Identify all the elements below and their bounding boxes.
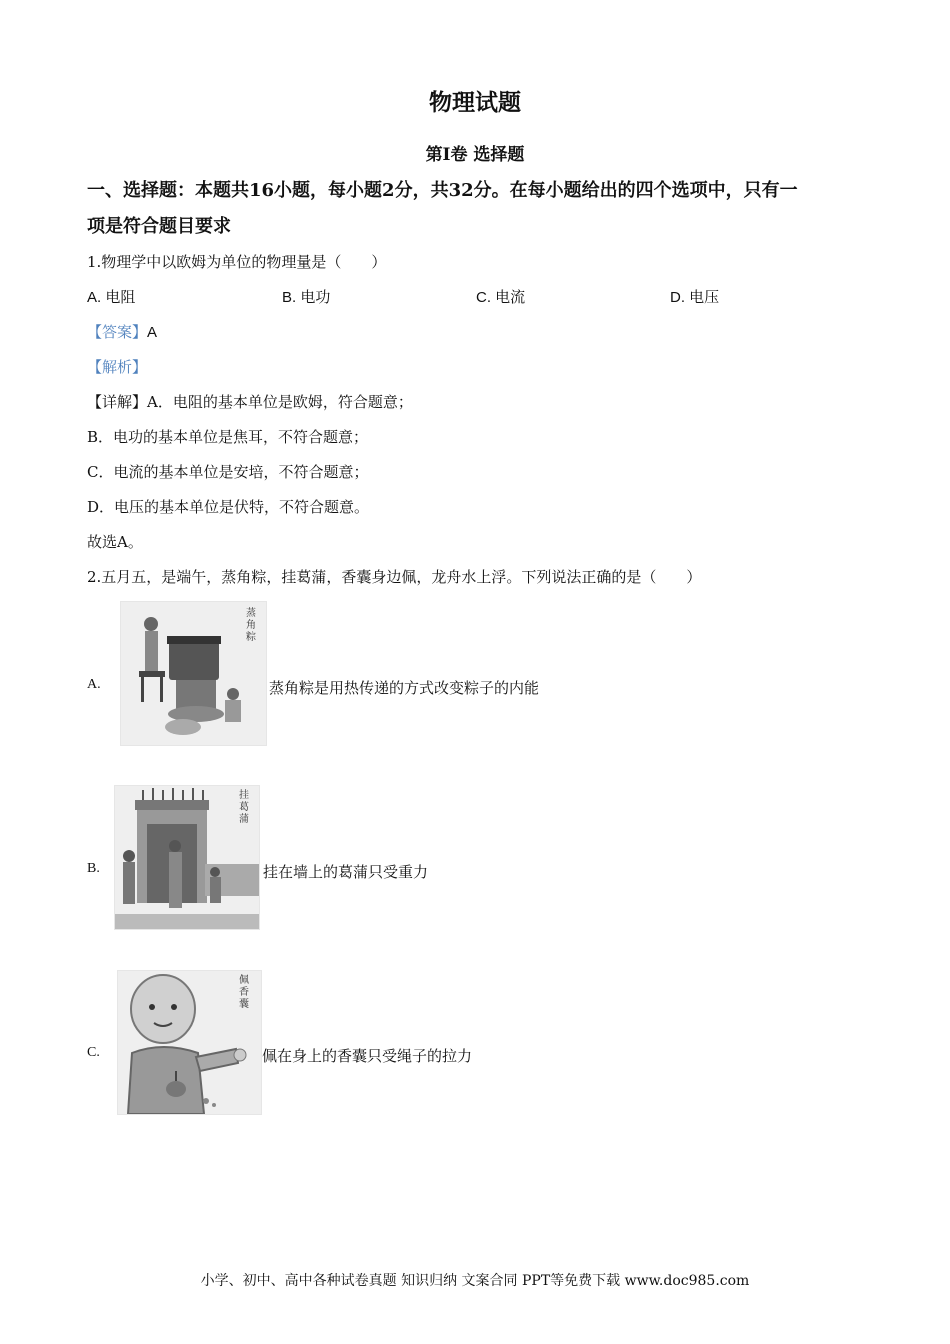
q1-explanation-line: B．电功的基本单位是焦耳，不符合题意； — [87, 428, 369, 446]
q1-option-a — [87, 286, 135, 307]
q2-stem: 2.五月五，是端午，蒸角粽，挂葛蒲，香囊身边佩，龙舟水上浮。下列说法正确的是（ ） — [87, 568, 702, 586]
answer-tag: 【答案】 — [87, 323, 148, 341]
q1-answer — [87, 321, 157, 342]
steaming-zongzi-illustration — [120, 601, 267, 746]
option-label: D. — [670, 289, 690, 306]
q1-option-b — [282, 286, 330, 307]
image-caption: 蒸角粽 — [246, 608, 256, 643]
q1-explanation-line: D．电压的基本单位是伏特，不符合题意。 — [87, 498, 370, 516]
page-title: 物理试题 — [429, 89, 521, 116]
image-caption: 挂葛蒲 — [239, 790, 249, 825]
option-text: 电功 — [300, 288, 331, 306]
q1-option-c — [476, 286, 525, 307]
q1-explanation-line: 故选A。 — [87, 533, 143, 551]
q2-option-c-label: C. — [87, 1045, 100, 1060]
image-caption: 佩香囊 — [239, 975, 249, 1010]
q2-option-c-text: 佩在身上的香囊只受绳子的拉力 — [262, 1047, 473, 1065]
q1-explanation-line: C．电流的基本单位是安培，不符合题意； — [87, 463, 369, 481]
section-heading-line-2: 项是符合题目要求 — [87, 216, 231, 237]
answer-value: A — [147, 324, 158, 341]
q2-option-a-label: A. — [87, 677, 101, 692]
q1-explanation-line: 【详解】A．电阻的基本单位是欧姆，符合题意； — [87, 393, 413, 411]
q1-option-d — [670, 286, 719, 307]
q1-stem: 1.物理学中以欧姆为单位的物理量是（ ） — [87, 253, 387, 271]
option-label: C. — [476, 289, 496, 306]
q2-option-b-text: 挂在墙上的葛蒲只受重力 — [263, 863, 429, 881]
wearing-sachet-illustration — [117, 970, 262, 1115]
page-footer: 小学、初中、高中各种试卷真题 知识归纳 文案合同 PPT等免费下载 www.doc985.com — [200, 1273, 750, 1289]
option-text: 电阻 — [105, 288, 136, 306]
option-text: 电流 — [495, 288, 526, 306]
hanging-calamus-illustration — [114, 785, 260, 930]
volume-heading: 第Ⅰ卷 选择题 — [425, 145, 525, 165]
q1-analysis-tag: 【解析】 — [87, 358, 148, 376]
section-heading-line-1: 一、选择题：本题共16小题，每小题2分，共32分。在每小题给出的四个选项中，只有一 — [87, 180, 798, 201]
option-text: 电压 — [689, 288, 720, 306]
q2-option-a-text: 蒸角粽是用热传递的方式改变粽子的内能 — [269, 679, 540, 697]
option-label: B. — [282, 289, 301, 306]
option-label: A. — [87, 289, 106, 306]
q2-option-b-label: B. — [87, 861, 100, 876]
